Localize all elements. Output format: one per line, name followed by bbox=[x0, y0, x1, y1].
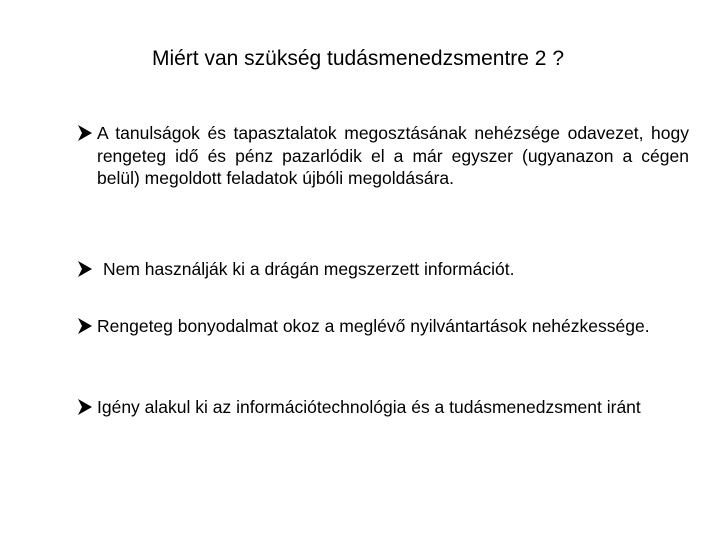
bullet-text: Igény alakul ki az információtechnológia és a tudásmenedzsment iránt bbox=[97, 397, 641, 417]
bullet-text: A tanulságok és tapasztalatok megosztásának nehézsége odavezet, hogy rengeteg idő és pénz pazarlódik el a már egyszer (ugyanazon a cégen belül) megoldott feladatok újbóli megoldására. bbox=[97, 123, 689, 188]
arrowhead-bullet-icon bbox=[75, 258, 97, 280]
bullet-item bbox=[75, 258, 689, 281]
bullet-item bbox=[75, 315, 689, 338]
bullet-text: Rengeteg bonyodalmat okoz a meglévő nyilvántartások nehézkessége. bbox=[97, 316, 650, 336]
arrowhead-bullet-icon bbox=[75, 315, 97, 337]
bullet-item bbox=[75, 396, 689, 419]
arrowhead-bullet-icon bbox=[75, 396, 97, 418]
bullet-text: Nem használják ki a drágán megszerzett információt. bbox=[103, 259, 515, 279]
arrowhead-bullet-icon bbox=[75, 122, 97, 144]
slide-title: Miért van szükség tudásmenedzsmentre 2 ? bbox=[151, 47, 565, 70]
bullet-item bbox=[75, 122, 689, 190]
